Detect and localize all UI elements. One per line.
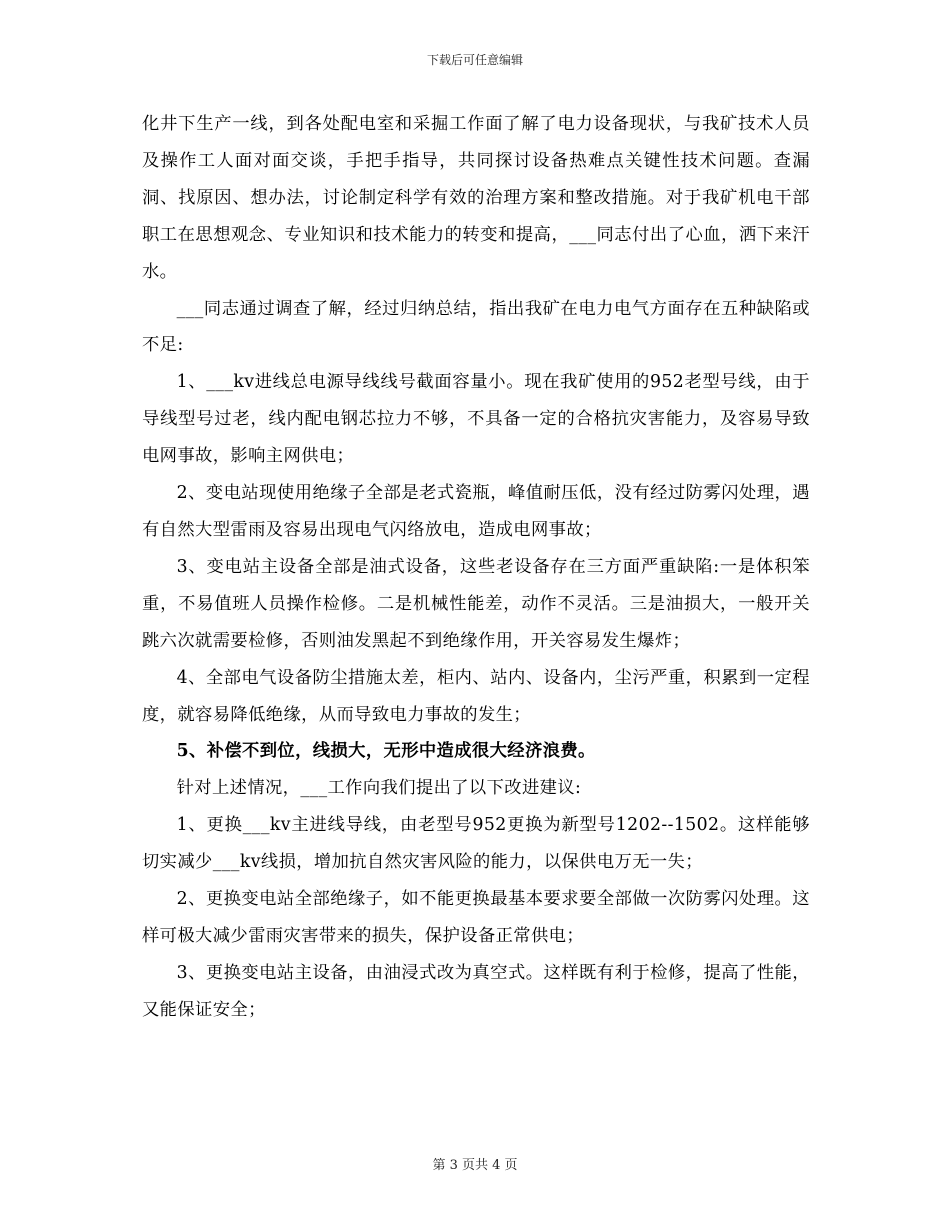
paragraph-defect-5: 5、补偿不到位，线损大，无形中造成很大经济浪费。 xyxy=(176,741,596,762)
paragraph-summary: ___同志通过调查了解，经过归纳总结，指出我矿在电力电气方面存在五种缺陷或不足: xyxy=(142,298,810,356)
paragraph-suggestion-2: 2、更换变电站全部绝缘子，如不能更换最基本要求要全部做一次防雾闪处理。这样可极大减少雷雨灾害带来的损失，保护设备正常供电； xyxy=(142,889,810,946)
page-number: 第 3 页共 4 页 xyxy=(432,1158,518,1173)
paragraph-suggestions-intro: 针对上述情况，___工作向我们提出了以下改进建议: xyxy=(176,778,582,799)
page-header: 下载后可任意编辑 xyxy=(426,53,523,67)
paragraph-intro: 化井下生产一线，到各处配电室和采掘工作面了解了电力设备现状，与我矿技术人员及操作工人面对面交谈，手把手指导，共同探讨设备热难点关键性技术问题。查漏洞、找原因、想办法，讨论制定科学有效的治理方案和整改措施。对于我矿机电干部职工在思想观念、专业知识和技术能力的转变和提高，___同志付出了心血，洒下来汗水。 xyxy=(142,114,810,282)
paragraph-defect-2: 2、变电站现使用绝缘子全部是老式瓷瓶，峰值耐压低，没有经过防雾闪处理，遇有自然大型雷雨及容易出现电气闪络放电，造成电网事故； xyxy=(142,483,810,540)
paragraph-suggestion-3: 3、更换变电站主设备，由油浸式改为真空式。这样既有利于检修，提高了性能，又能保证安全； xyxy=(142,962,810,1020)
paragraph-defect-3: 3、变电站主设备全部是油式设备，这些老设备存在三方面严重缺陷:一是体积笨重，不易值班人员操作检修。二是机械性能差，动作不灵活。三是油损大，一般开关跳六次就需要检修，否则油发黑起不到绝缘作用，开关容易发生爆炸； xyxy=(142,556,810,651)
paragraph-suggestion-1: 1、更换___kv主进线导线，由老型号952更换为新型号1202--1502。这样能够切实减少___kv线损，增加抗自然灾害风险的能力，以保供电万无一失； xyxy=(142,815,810,873)
document-body xyxy=(142,106,810,1029)
paragraph-defect-4: 4、全部电气设备防尘措施太差，柜内、站内、设备内，尘污严重，积累到一定程度，就容易降低绝缘，从而导致电力事故的发生； xyxy=(142,667,810,725)
paragraph-defect-1: 1、___kv进线总电源导线线号截面容量小。现在我矿使用的952老型号线，由于导线型号过老，线内配电钢芯拉力不够，不具备一定的合格抗灾害能力，及容易导致电网事故，影响主网供电； xyxy=(142,372,810,467)
